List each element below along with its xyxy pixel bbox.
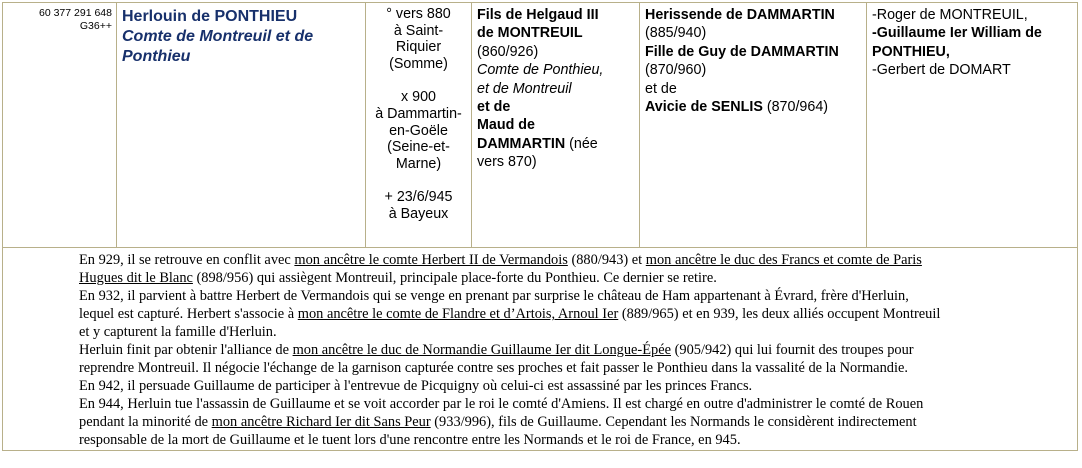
narrative-line: En 932, il parvient à battre Herbert de Vermandois qui se venge en prenant par surprise le château de Ham appartenant à Évrard, frère d'Herluin, (79, 288, 909, 305)
narrative-line: En 929, il se retrouve en conflit avec mon ancêtre le comte Herbert II de Vermandois (880/943) et mon ancêtre le duc des Francs et comte de Paris (79, 252, 922, 268)
ancestor-link[interactable]: mon ancêtre le comte de Flandre et d’Artois, Arnoul Ier (297, 306, 619, 323)
marriage-date: x 900 (401, 89, 436, 106)
person-name: Herlouin de PONTHIEU (122, 8, 298, 25)
genealogy-table (2, 2, 1078, 451)
ancestor-link[interactable]: mon ancêtre le duc des Francs et comte de Paris (645, 252, 922, 268)
generation-number: G36++ (79, 20, 112, 32)
marriage-place-line: (Seine-et- (387, 139, 450, 156)
mother-birth: vers 870) (477, 154, 537, 171)
narrative-line: responsable de la mort de Guillaume et le tuent lors d'une rencontre entre les Normands et le roi de France, en 945. (79, 432, 741, 449)
marriage-place-line: en-Goële (389, 122, 448, 139)
father-title: et de Montreuil (477, 80, 572, 97)
children-cell (867, 3, 1078, 248)
child-item: -Guillaume Ier William de (872, 25, 1042, 42)
spouse-cell (640, 3, 867, 248)
id-cell (3, 3, 117, 248)
narrative-line: En 944, Herluin tue l'assassin de Guillaume et se voit accorder par le roi le comté d'Amiens. Il est chargé en outre d'administrer le comté de Rouen (79, 396, 924, 413)
narrative-line: pendant la minorité de mon ancêtre Richard Ier dit Sans Peur (933/996), fils de Guillaume. Cependant les Normands le considèrent indirectement (79, 414, 917, 431)
record-row (3, 3, 1078, 248)
name-cell (117, 3, 366, 248)
narrative-line: En 942, il persuade Guillaume de participer à l'entrevue de Picquigny où celui-ci est assassiné par les princes Francs. (79, 378, 753, 395)
ancestor-link[interactable]: Hugues dit le Blanc (79, 270, 193, 287)
narrative-line: Hugues dit le Blanc (898/956) qui assiègent Montreuil, principale place-forte du Ponthieu. Ce dernier se retire. (79, 270, 717, 287)
mother-name: Maud de (477, 117, 535, 134)
narrative-line: lequel est capturé. Herbert s'associe à mon ancêtre le comte de Flandre et d’Artois, Arnoul Ier (889/965) et en 939, les deux alliés occupent Montreuil (79, 306, 941, 323)
spouse-name: Herissende de DAMMARTIN (645, 7, 835, 23)
father-dates: (860/926) (477, 43, 539, 60)
narrative-line: Herluin finit par obtenir l'alliance de mon ancêtre le duc de Normandie Guillaume Ier dit Longue-Épée (905/942) qui lui fournit des troupes pour (79, 342, 914, 359)
father-line: de MONTREUIL (477, 25, 583, 42)
narrative-cell (3, 248, 1078, 451)
birth-place-line: Riquier (395, 39, 442, 56)
spouse-conjunction: et de (645, 80, 677, 97)
birth-place-line: à Saint- (393, 22, 444, 39)
spouse-mother: Avicie de SENLIS (645, 99, 763, 116)
narrative-line: reprendre Montreuil. Il négocie l'échange de la garnison capturée contre ses proches et fait passer le Ponthieu dans la vassalité de la Normandie. (79, 360, 908, 377)
mother-birth: (née (565, 135, 598, 152)
spouse-mother-dates: (870/964) (762, 99, 829, 116)
birth-date: ° vers 880 (386, 6, 451, 22)
person-title: Comte de Montreuil et de Ponthieu (122, 28, 314, 65)
spouse-father: Fille de Guy de DAMMARTIN (645, 43, 839, 60)
birth-place-line: (Somme) (389, 55, 448, 72)
death-date: + 23/6/945 (384, 189, 453, 206)
ancestor-link[interactable]: mon ancêtre le comte Herbert II de Vermandois (294, 252, 568, 268)
spouse-dates: (885/940) (645, 25, 707, 42)
marriage-place-line: à Dammartin- (375, 105, 462, 122)
marriage-place-line: Marne) (395, 155, 442, 172)
spouse-father-dates: (870/960) (645, 62, 707, 79)
child-item: -Gerbert de DOMART (872, 62, 1011, 79)
child-item: PONTHIEU, (872, 43, 950, 60)
parents-cell (472, 3, 640, 248)
father-line: Fils de Helgaud III (477, 7, 599, 23)
mother-name: DAMMARTIN (477, 135, 566, 152)
parents-conjunction: et de (477, 99, 511, 116)
death-place: à Bayeux (388, 205, 449, 222)
narrative-row (3, 248, 1078, 451)
father-title: Comte de Ponthieu, (477, 62, 604, 79)
narrative-line: et y capturent la famille d'Herluin. (79, 324, 277, 341)
dates-cell (366, 3, 472, 248)
child-item: -Roger de MONTREUIL, (872, 7, 1028, 23)
sosa-number: 60 377 291 648 (39, 7, 112, 19)
ancestor-link[interactable]: mon ancêtre Richard Ier dit Sans Peur (211, 414, 431, 431)
narrative (3, 248, 1077, 450)
ancestor-link[interactable]: mon ancêtre le duc de Normandie Guillaume Ier dit Longue-Épée (292, 342, 671, 359)
